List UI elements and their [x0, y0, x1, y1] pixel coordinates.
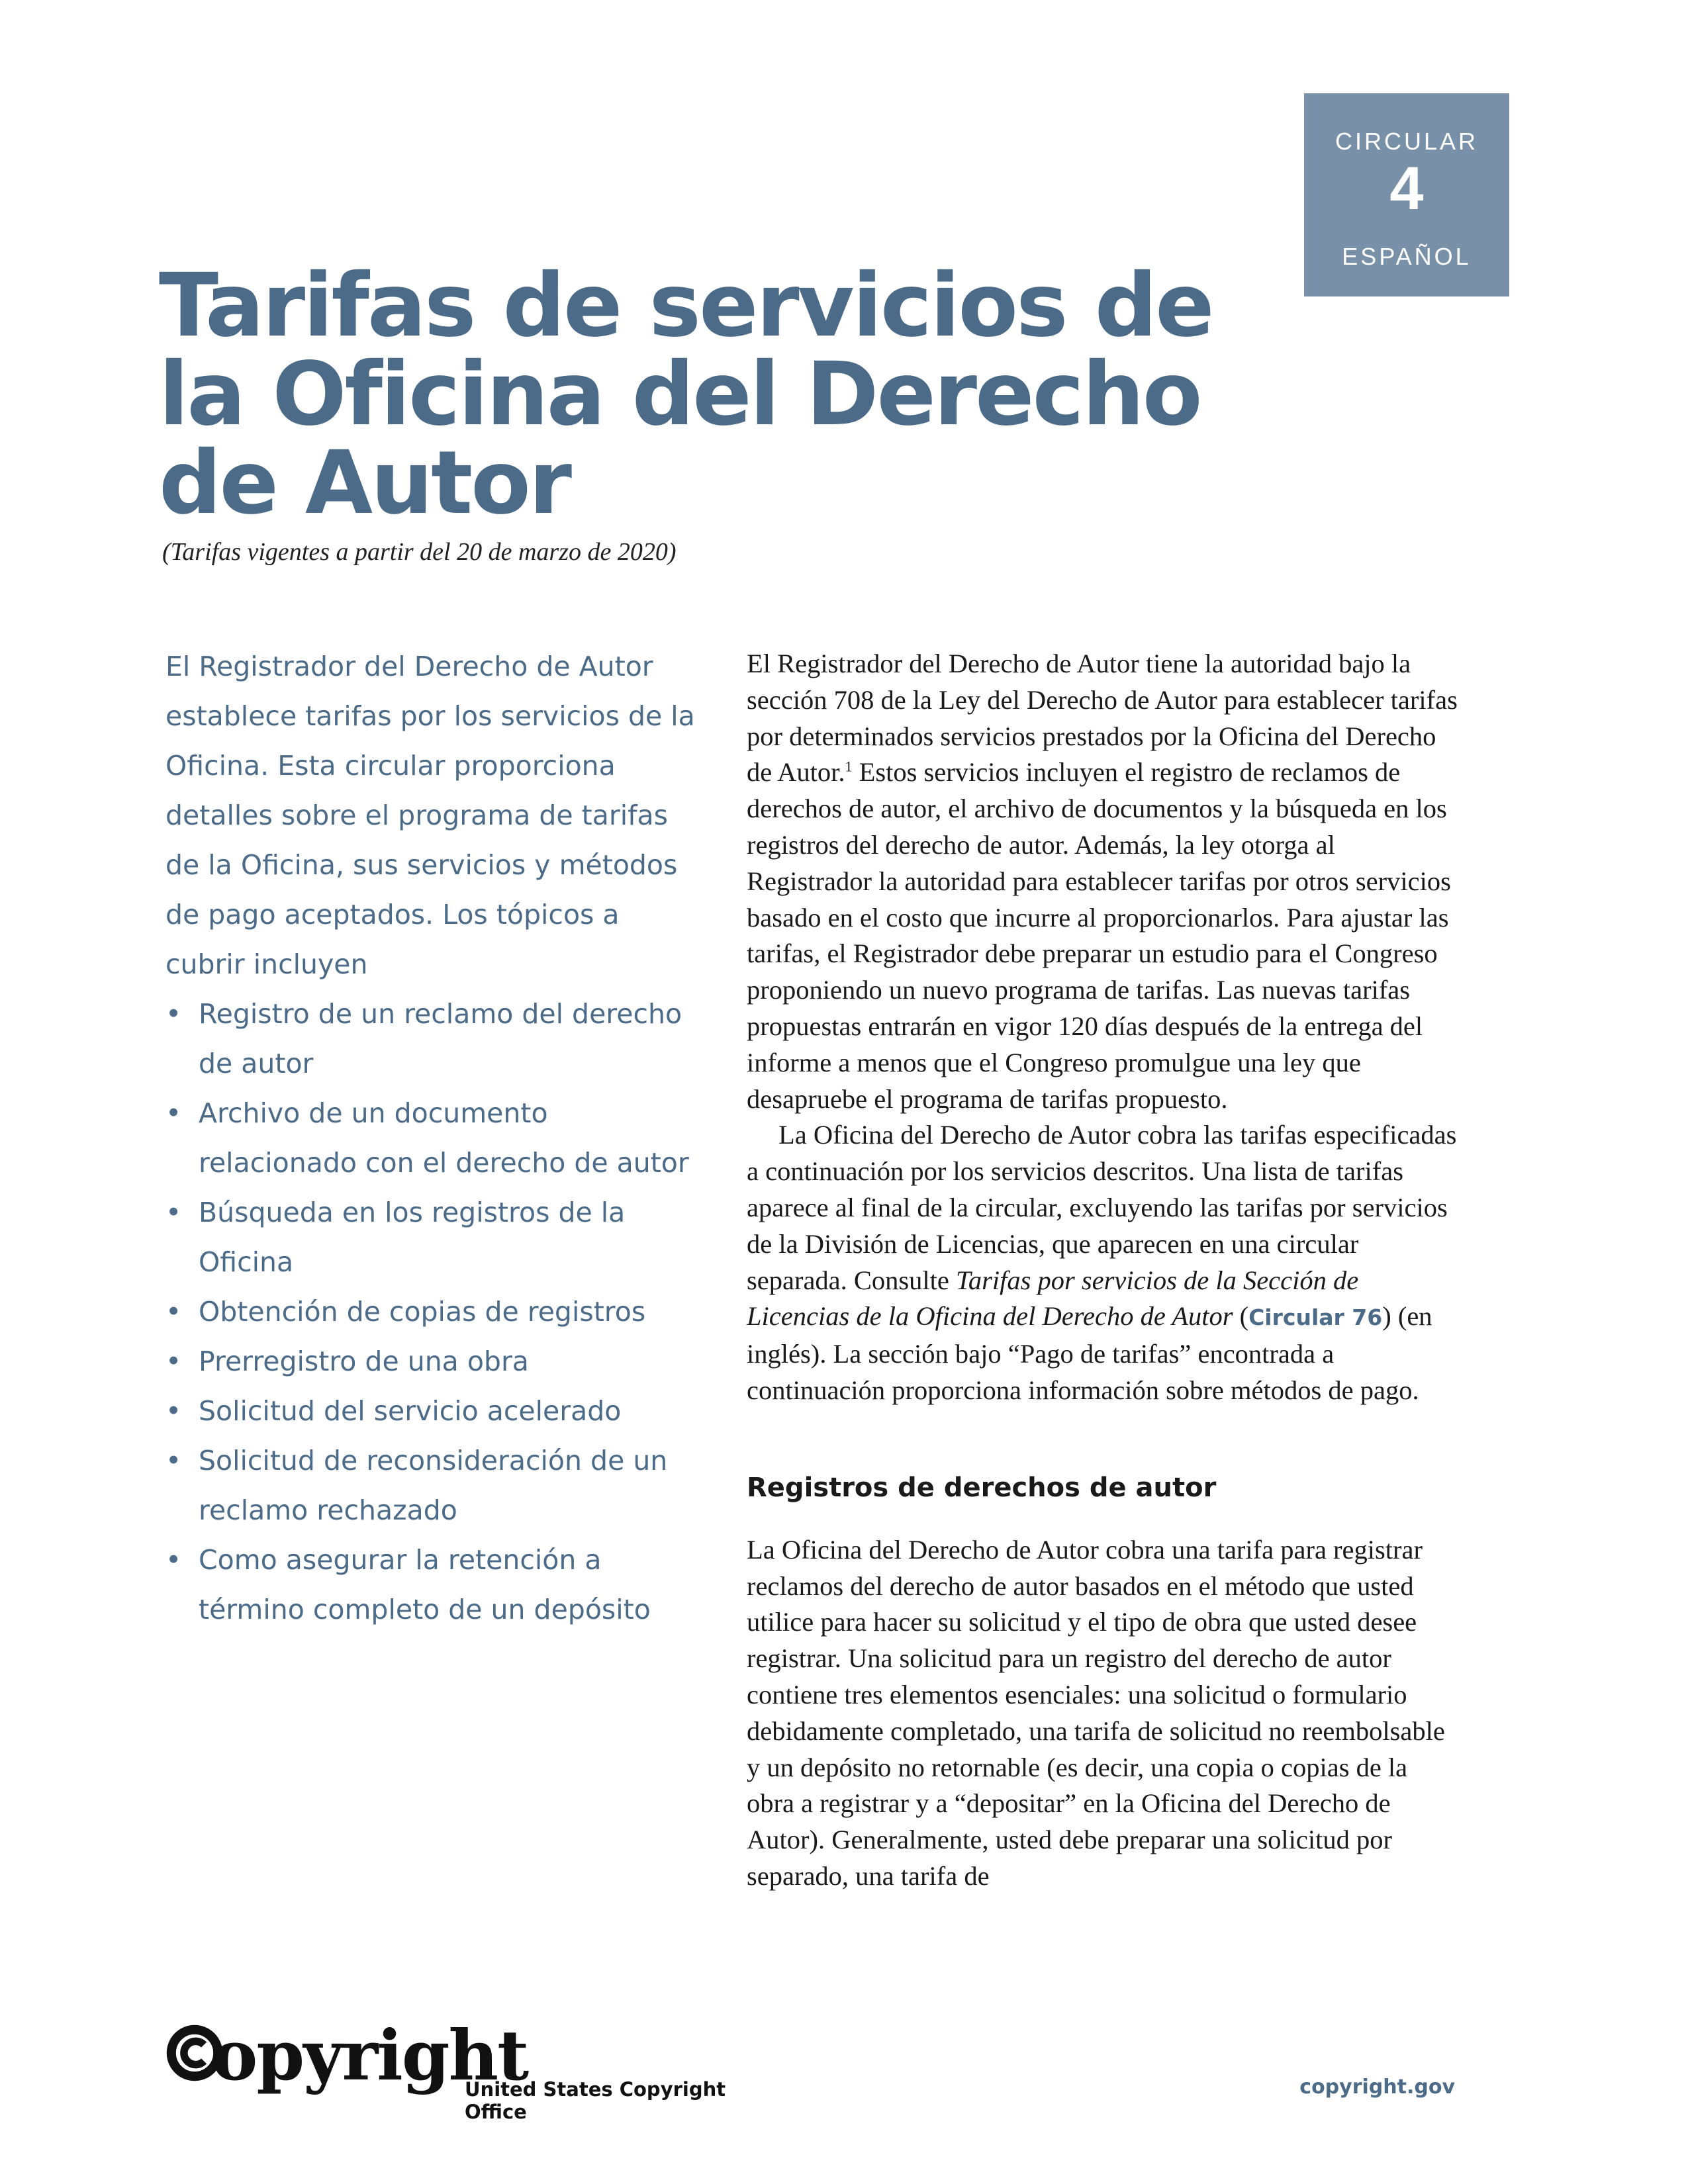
topic-item: • Solicitud del servicio acelerado — [165, 1387, 695, 1436]
intro-text: El Registrador del Derecho de Autor establece tarifas por los servicios de la Oficina. Esta circular proporciona detalles sobre el programa de tarifas de la Oficina, sus servicios y métodos de pago aceptados. Los tópicos a cubrir incluyen — [165, 651, 695, 980]
topic-item: • Búsqueda en los registros de la Oficina — [165, 1188, 695, 1287]
topic-item: • Como asegurar la retención a término completo de un depósito — [165, 1535, 695, 1635]
publication-title: Tarifas por servicios de la Sección de Licencias de la Oficina del Derecho de Autor — [747, 1265, 1359, 1332]
title-line-1: Tarifas de servicios de — [159, 255, 1213, 357]
body-paragraph-2 — [747, 1117, 1462, 1408]
topic-item: • Prerregistro de una obra — [165, 1337, 695, 1387]
topic-item: • Registro de un reclamo del derecho de autor — [165, 989, 695, 1089]
website-link[interactable]: copyright.gov — [1299, 2075, 1455, 2099]
section-heading: Registros de derechos de autor — [747, 1472, 1217, 1503]
circular-76-link[interactable]: Circular 76 — [1248, 1304, 1383, 1331]
office-name: United States Copyright Office — [465, 2078, 726, 2123]
intro-sidebar — [165, 642, 695, 1635]
logo-wordmark: opyright — [212, 2015, 528, 2096]
p2-text-end: ) (en inglés). La sección bajo “Pago de tarifas” encontrada a continuación proporciona información sobre métodos de pago. — [747, 1301, 1432, 1405]
p1-text-start: El Registrador del Derecho de Autor tiene la autoridad bajo la sección 708 de la Ley del Derecho de Autor para establecer tarifas por determinados servicios prestados por la Oficina del Derecho de Autor. — [747, 649, 1458, 788]
p1-text-end: Estos servicios incluyen el registro de reclamos de derechos de autor, el archivo de documentos y la búsqueda en los registros del derecho de autor. Además, la ley otorga al Registrador la autoridad para establecer tarifas por otros servicios basado en el costo que incurre al proporcionarlos. Para ajustar las tarifas, el Registrador debe preparar un estudio para el Congreso proponiendo un nuevo programa de tarifas. Las nuevas tarifas propuestas entrarán en vigor 120 días después de la entrega del informe a menos que el Congreso promulgue una ley que desapruebe el programa de tarifas propuesto. — [747, 757, 1451, 1114]
badge-label: CIRCULAR — [1335, 128, 1479, 155]
topic-item: • Obtención de copias de registros — [165, 1287, 695, 1337]
title-line-3: de Autor — [159, 432, 570, 534]
title-line-2: la Oficina del Derecho — [159, 343, 1201, 445]
page-title — [159, 255, 1284, 534]
badge-language: ESPAÑOL — [1342, 243, 1472, 270]
main-body — [747, 646, 1462, 1895]
topic-item: • Archivo de un documento relacionado con el derecho de autor — [165, 1089, 695, 1188]
effective-date-subtitle: (Tarifas vigentes a partir del 20 de marzo de 2020) — [162, 538, 677, 566]
body-paragraph-3: La Oficina del Derecho de Autor cobra una tarifa para registrar reclamos del derecho de autor basados en el método que usted utilice para hacer su solicitud y el tipo de obra que usted desee registrar. Una solicitud para un registro del derecho de autor contiene tres elementos esenciales: una solicitud o formulario debidamente completado, una tarifa de solicitud no reembolsable y un depósito no retornable (es decir, una copia o copias de la obra a registrar y a “depositar” en la Oficina del Derecho de Autor). Generalmente, usted debe preparar una solicitud por separado, una tarifa de — [747, 1534, 1445, 1891]
badge-number: 4 — [1389, 155, 1424, 222]
p2-text-start: La Oficina del Derecho de Autor cobra las tarifas especificadas a continuación por los servicios descritos. Una lista de tarifas aparece al final de la circular, excluyendo las tarifas por servicios de la División de Licencias, que aparecen en una circular separada. Consulte — [747, 1120, 1457, 1295]
circular-badge — [1304, 93, 1509, 296]
topics-list — [165, 989, 695, 1635]
copyright-office-logo — [165, 2015, 761, 2123]
topic-item: • Solicitud de reconsideración de un reclamo rechazado — [165, 1436, 695, 1535]
p2-open-paren: ( — [1233, 1301, 1249, 1332]
footnote-marker[interactable]: 1 — [845, 758, 853, 775]
body-paragraph-1 — [747, 646, 1462, 1117]
